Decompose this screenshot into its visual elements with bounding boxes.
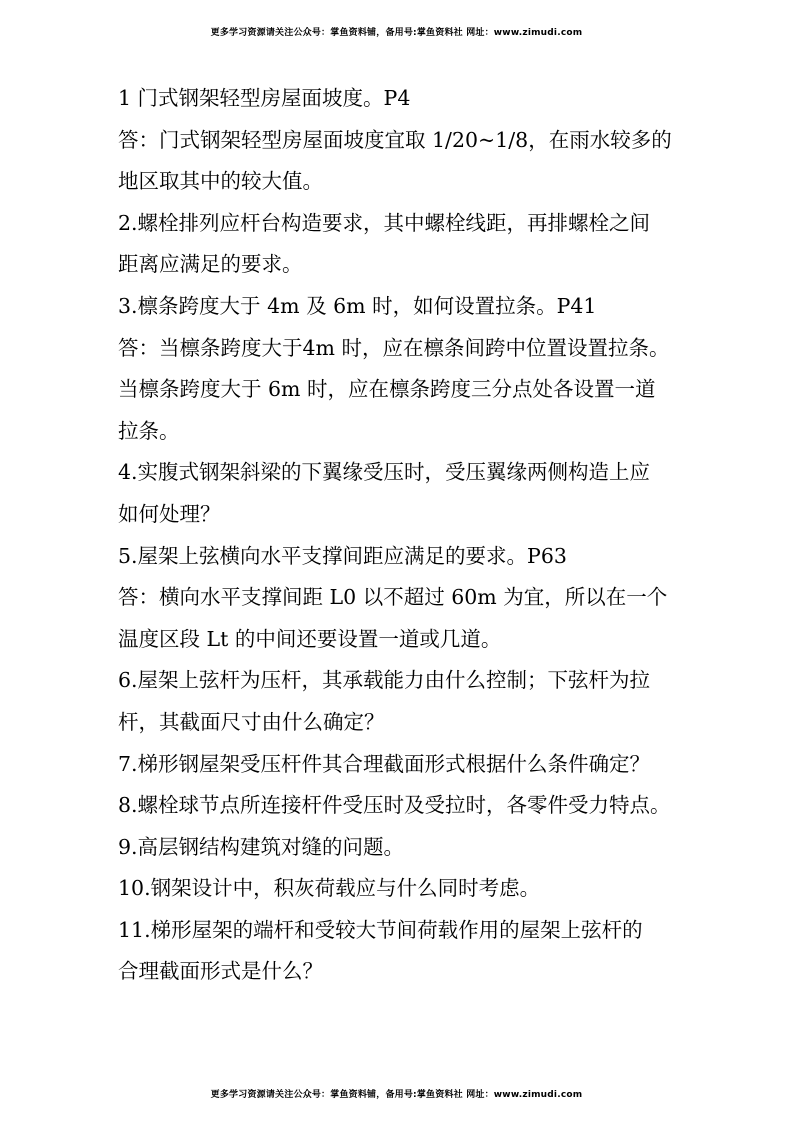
text-line: 10.钢架设计中，积灰荷载应与什么同时考虑。 bbox=[118, 876, 541, 901]
text-line: 2.螺栓排列应杆台构造要求，其中螺栓线距，再排螺栓之间 bbox=[118, 210, 651, 235]
text-line: 答：门式钢架轻型房屋面坡度宜取 1/20~1/8，在雨水较多的 bbox=[118, 127, 672, 152]
text-line: 合理截面形式是什么？ bbox=[118, 959, 323, 984]
document-body bbox=[118, 78, 688, 993]
text-line: 当檩条跨度大于 6m 时，应在檩条跨度三分点处各设置一道 bbox=[118, 377, 656, 402]
text-line: 6.屋架上弦杆为压杆，其承载能力由什么控制；下弦杆为拉 bbox=[118, 668, 651, 693]
text-line: 9.高层钢结构建筑对缝的问题。 bbox=[118, 834, 405, 859]
text-line: 8.螺栓球节点所连接杆件受压时及受拉时，各零件受力特点。 bbox=[118, 793, 671, 818]
text-line: 4.实腹式钢架斜梁的下翼缘受压时，受压翼缘两侧构造上应 bbox=[118, 460, 651, 485]
text-line: 杆，其截面尺寸由什么确定？ bbox=[118, 709, 385, 734]
text-line: 温度区段 Lt 的中间还要设置一道或几道。 bbox=[118, 626, 502, 651]
text-line: 5.屋架上弦横向水平支撑间距应满足的要求。P63 bbox=[118, 543, 567, 568]
page-header: 更多学习资源请关注公众号：掌鱼资料铺，备用号:掌鱼资料社 网址：www.zimudi.com bbox=[210, 28, 583, 38]
text-line: 1 门式钢架轻型房屋面坡度。P4 bbox=[118, 86, 411, 110]
text-line: 地区取其中的较大值。 bbox=[118, 169, 323, 194]
text-line: 如何处理？ bbox=[118, 501, 221, 526]
text-line: 距离应满足的要求。 bbox=[118, 252, 303, 277]
text-line: 11.梯形屋架的端杆和受较大节间荷载作用的屋架上弦杆的 bbox=[118, 917, 643, 942]
text-line: 答：横向水平支撑间距 L0 以不超过 60m 为宜，所以在一个 bbox=[118, 585, 668, 610]
text-line: 拉条。 bbox=[118, 418, 180, 443]
text-line: 7.梯形钢屋架受压杆件其合理截面形式根据什么条件确定？ bbox=[118, 751, 651, 776]
page-footer: 更多学习资源请关注公众号：掌鱼资料铺，备用号:掌鱼资料社 网址：www.zimudi.com bbox=[210, 1090, 583, 1100]
text-line: 3.檩条跨度大于 4m 及 6m 时，如何设置拉条。P41 bbox=[118, 293, 597, 318]
text-line: 答：当檩条跨度大于4m 时，应在檩条间跨中位置设置拉条。 bbox=[118, 335, 670, 360]
